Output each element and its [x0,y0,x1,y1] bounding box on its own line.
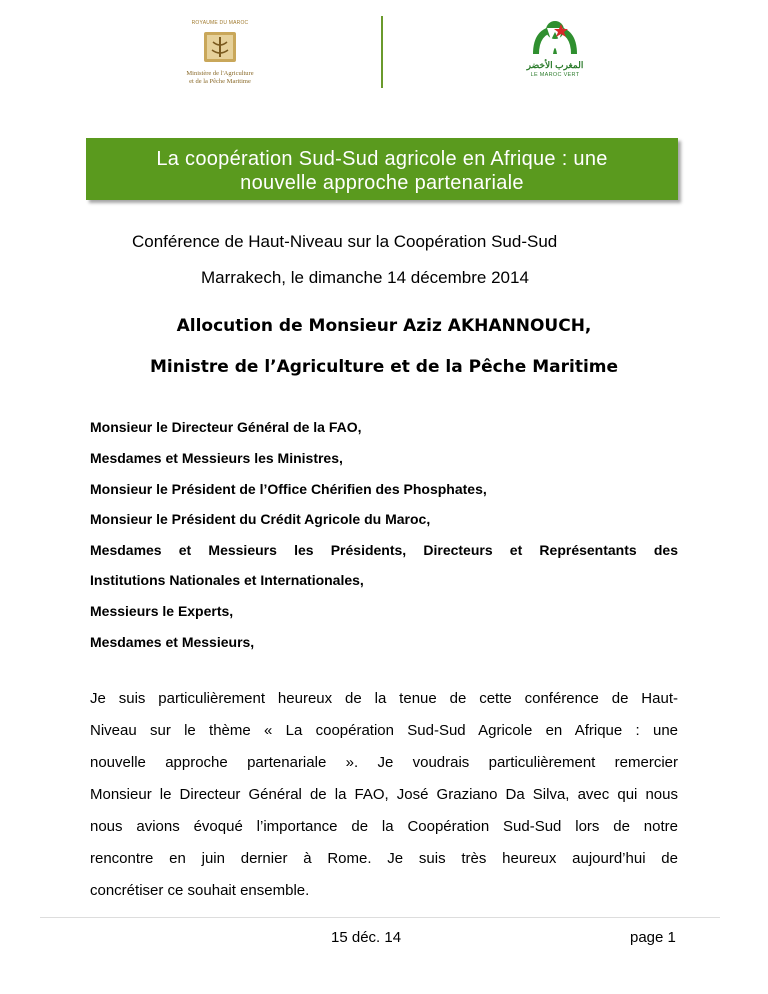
salutation-line: Monsieur le Président de l’Office Chérifien des Phosphates, [90,481,487,497]
maroc-vert-logo [525,18,585,88]
conference-name: Conférence de Haut-Niveau sur la Coopération Sud-Sud [132,232,558,251]
paragraph-line: concrétiser ce souhait ensemble. [90,882,310,899]
ministry-name-line2: et de la Pêche Maritime [189,78,251,85]
salutation-line: Monsieur le Directeur Général de la FAO, [90,419,362,435]
paragraph-line: Monsieur le Directeur Général de la FAO, José Graziano Da Silva, avec qui nous [90,786,678,803]
salutation-line: Mesdames et Messieurs, [90,634,255,650]
paragraph-line: nouvelle approche partenariale ». Je voudrais particulièrement remercier [90,754,678,771]
banner-title-line1: La coopération Sud-Sud agricole en Afrique : une [156,148,608,170]
paragraph-line: Niveau sur le thème « La coopération Sud-Sud Agricole en Afrique : une [90,722,678,739]
salutation-line: Institutions Nationales et Internationales, [90,572,364,588]
kingdom-text: ROYAUME DU MAROC [191,20,249,26]
paragraph-line: nous avions évoqué l’importance de la Coopération Sud-Sud lors de notre [90,818,678,835]
footer-divider [40,917,720,918]
allocution-heading: Allocution de Monsieur Aziz AKHANNOUCH, [176,316,592,336]
title-banner [86,138,678,200]
banner-title-line2: nouvelle approche partenariale [240,172,524,194]
ministry-logo [180,20,260,92]
salutation-line: Messieurs le Experts, [90,603,234,619]
header-divider [381,16,383,88]
ministry-emblem-icon [200,30,240,64]
paragraph-line: rencontre en juin dernier à Rome. Je suis très heureux aujourd’hui de [90,850,678,867]
footer-date: 15 déc. 14 [331,929,402,946]
salutation-line: Mesdames et Messieurs les Ministres, [90,450,343,466]
maroc-vert-arabic-text: المغرب الأخضر [526,60,584,70]
salutation-line: Monsieur le Président du Crédit Agricole du Maroc, [90,511,431,527]
minister-title: Ministre de l’Agriculture et de la Pêche Maritime [149,357,619,377]
plan-maroc-vert-emblem-icon [525,18,585,60]
salutation-line: Mesdames et Messieurs les Présidents, Directeurs et Représentants des [90,542,678,558]
maroc-vert-latin-text: LE MAROC VERT [530,72,580,78]
paragraph-line: Je suis particulièrement heureux de la tenue de cette conférence de Haut- [90,690,678,707]
body-paragraph [90,683,678,907]
footer-page-number: page 1 [630,929,676,946]
ministry-name-line1: Ministère de l'Agriculture [186,70,254,77]
place-date: Marrakech, le dimanche 14 décembre 2014 [201,268,529,287]
